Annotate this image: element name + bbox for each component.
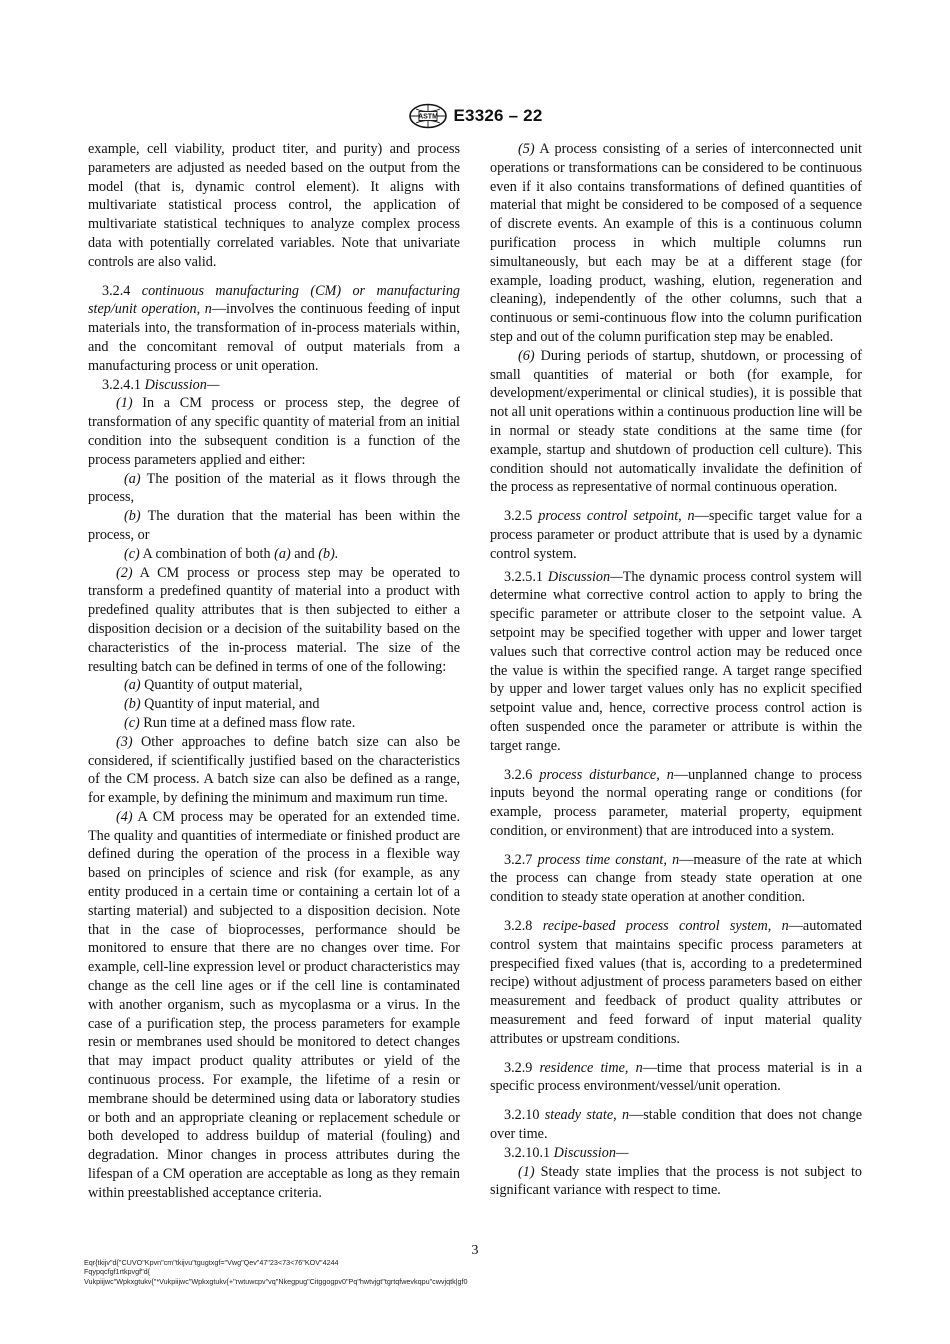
defined-term: process time constant, n [537, 851, 680, 868]
definition-3-2-7 [490, 851, 862, 907]
section-number: 3.2.10.1 [504, 1144, 551, 1161]
definition-3-2-9 [490, 1059, 862, 1097]
item-text: Other approaches to define batch size can also be considered, if scientifically justified based on the characteristics of the CM process. A batch size can also be defined as a range, for example, by defining the minimum and maximum run time. [88, 733, 460, 807]
section-number: 3.2.4 [102, 282, 131, 299]
section-number: 3.2.8 [504, 918, 533, 935]
right-column [490, 140, 862, 1200]
item-marker: (a) [124, 470, 141, 487]
item-text: A CM process may be operated for an extended time. The quality and quantities of intermediate or finished product are defined during the operation of the process in a flexible way based on principles of science and risk (for example, as any entity produced in a certain time or containing a certain lot of a starting material) and subjected to a disposition decision. Note that in the case of bioprocesses, performance should be monitored to ensure that there are no changes over time. For example, cell-line expression level or product characteristics may change as the cell line ages or if the cell line is contaminated with another organism, such as mycoplasma or a virus. In the case of a purification step, the process parameters for example resin or membranes used should be monitored to detect changes that may impact product quality attributes or yield of the continuous process. For example, the lifetime of a resin or membrane should be determined using data or laboratory studies or both and an appropriate cleaning or replacement schedule or both developed to address buildup of material (fouling) and degradation. Minor changes in process attributes during the lifespan of a CM operation are acceptable as long as they remain within preestablished acceptance criteria. [88, 808, 460, 1201]
item-marker: (5) [518, 141, 535, 157]
list-item [88, 394, 460, 469]
definition-text: —unplanned change to process inputs beyond the normal operating range or conditions (for example, process parameter, material property, equipment condition, or environment) that are introduced into a system. [490, 766, 863, 839]
item-text: Quantity of output material, [140, 677, 303, 694]
section-number: 3.2.5 [504, 508, 533, 525]
footer-line: Vukpiijwc"Wpkxgtukv{"*Vukpiijwc"Wpkxgtukv{+"rwtuwcpv"vq"Nkegpug"Citggogpv0"Pq"hwtvjgt"tgrtqfwevkqpu"cwvjqtk|gf0 [84, 1276, 468, 1286]
item-marker: (3) [116, 733, 133, 750]
defined-term: process control setpoint, n [538, 508, 695, 525]
list-item [490, 347, 862, 497]
item-marker: (1) [518, 1163, 535, 1180]
definition-text: —specific target value for a process parameter or product attribute that is used by a dynamic control system. [490, 508, 862, 562]
item-marker: (a) [124, 677, 141, 694]
list-item [88, 714, 460, 733]
footer-line: Eqr{tkijv"d{"CUVO"Kpvn"cm"tkijvu"tgugtxgf="Vwg"Qev"47"23<73<76"KOV"4244 [84, 1258, 339, 1267]
item-text: A CM process or process step may be operated to transform a predefined quantity of material into a product with predefined quality attributes that is then subjected to either a disposition decision or a decision of the suitability based on the characteristics of the in-process material. The size of the resulting batch can be defined in terms of one of the following: [88, 564, 460, 675]
item-reference: (b). [318, 545, 339, 562]
section-number: 3.2.10 [504, 1107, 540, 1124]
discussion-label: Discussion— [144, 376, 220, 393]
section-number: 3.2.7 [504, 851, 533, 868]
item-text: During periods of startup, shutdown, or processing of small quantities of material or both (for example, for development/experimental or clinical studies), it is possible that not all unit operations within a continuous production line will be in normal or steady state conditions at the same time (for example, startup and shutdown of production cell culture). This condition should not automatically invalidate the definition of the process as representative of normal continuous operation. [490, 347, 862, 496]
item-text: Run time at a defined mass flow rate. [139, 714, 356, 731]
discussion-label: Discussion— [547, 568, 623, 585]
definition-3-2-4 [88, 282, 460, 376]
defined-term: continuous manufacturing (CM) or manufacturing step/unit operation, n [88, 282, 461, 318]
discussion-heading [88, 376, 460, 395]
item-text: A combination of both [139, 545, 275, 562]
list-item [88, 676, 460, 695]
defined-term: process disturbance, n [539, 766, 674, 783]
definition-3-2-5 [490, 507, 862, 563]
discussion-label: Discussion— [553, 1144, 629, 1161]
item-text: and [290, 545, 319, 562]
definition-3-2-6 [490, 766, 862, 841]
item-reference: (a) [274, 545, 291, 562]
item-text: The position of the material as it flows through the process, [88, 470, 460, 506]
paragraph: example, cell viability, product titer, and purity) and process parameters are adjusted as needed based on the output from the model (that is, dynamic control element). It aligns with multivariate statistical process control, the application of multivariate statistical techniques to analyze complex process data with potentially correlated variables. Note that univariate controls are also valid. [88, 141, 460, 270]
definition-text: —measure of the rate at which the process can change from steady state operation at one condition to steady state operation at another condition. [490, 851, 863, 906]
defined-term: steady state, n [544, 1107, 630, 1124]
item-text: The duration that the material has been within the process, or [88, 508, 460, 543]
item-marker: (c) [124, 714, 140, 731]
footer-line: Fqypqcfgf1rtkpvgf"d{ [84, 1267, 151, 1277]
definition-text: —time that process material is in a specific process environment/vessel/unit operation. [490, 1059, 862, 1095]
section-number: 3.2.5.1 [504, 568, 544, 585]
definition-text: —stable condition that does not change over time. [490, 1107, 863, 1143]
list-item [88, 564, 460, 677]
item-text: Quantity of input material, and [140, 696, 320, 713]
list-item [88, 808, 460, 1203]
defined-term: residence time, n [539, 1059, 643, 1076]
list-item [490, 140, 862, 347]
item-text: A process consisting of a series of interconnected unit operations or transformations can be considered to be continuous even if it also contains transformations of defined quantities of material that might be considered to be composed of a sequence of discrete events. An example of this is a continuous column purification process in which multiple columns run simultaneously, but each may be at a different stage (for example, loading product, washing, elution, regeneration and cleaning), independently of the other columns, such that a continuous or semi-continuous flow into the column purification step and out of the column purification step may be enabled. [490, 141, 862, 345]
section-number: 3.2.6 [504, 766, 533, 783]
item-marker: (2) [116, 564, 133, 581]
section-number: 3.2.4.1 [102, 376, 142, 393]
item-text: Steady state implies that the process is not subject to significant variance with respect to time. [490, 1163, 862, 1199]
item-marker: (b) [124, 508, 141, 525]
page-header [0, 103, 950, 129]
discussion-3-2-5-1 [490, 568, 862, 756]
definition-text: —automated control system that maintains specific process parameters at prespecified fixed values (that is, according to a predetermined recipe) without adjustment of process parameters based on either measurement and feedback of product quality attributes or measurement and feed forward of input material quality attributes or upstream conditions. [490, 918, 863, 1047]
item-marker: (b) [124, 696, 141, 713]
item-marker: (1) [116, 395, 133, 412]
list-item [490, 1163, 862, 1201]
list-item [88, 507, 460, 545]
document-designation: E3326 – 22 [453, 106, 543, 125]
discussion-text: The dynamic process control system will determine what corrective control action to apply to bring the specific parameter or attribute closer to the setpoint value. A setpoint may be specified together with upper and lower target values such that corrective control action may be reduced once the value is within the specified range. A target range specified by upper and lower target values only has no explicit specified setpoint value and, hence, corrective process control action is often suspended once the parameter or attribute is within the target range. [490, 568, 862, 754]
section-number: 3.2.9 [504, 1059, 533, 1076]
list-item [88, 695, 460, 714]
list-item [88, 470, 460, 508]
definition-text: —involves the continuous feeding of input materials into, the transformation of in-process materials within, and the concomitant removal of output materials from a manufacturing process or unit operation. [88, 301, 460, 374]
list-item [88, 733, 460, 808]
discussion-heading [490, 1144, 862, 1163]
definition-3-2-10 [490, 1106, 862, 1144]
license-footer [84, 1258, 468, 1286]
item-marker: (c) [124, 545, 140, 562]
definition-3-2-8 [490, 917, 862, 1049]
page-number: 3 [471, 1243, 479, 1258]
list-item [88, 545, 460, 564]
item-marker: (6) [518, 347, 535, 364]
item-marker: (4) [116, 808, 133, 825]
defined-term: recipe-based process control system, n [542, 918, 789, 935]
astm-logo-icon [408, 103, 448, 129]
svg-text:ASTM: ASTM [417, 113, 438, 121]
item-text: In a CM process or process step, the degree of transformation of any specific quantity of material from an initial condition into the subsequent condition is a function of the process parameters applied and either: [88, 395, 460, 468]
left-column [88, 140, 460, 1203]
